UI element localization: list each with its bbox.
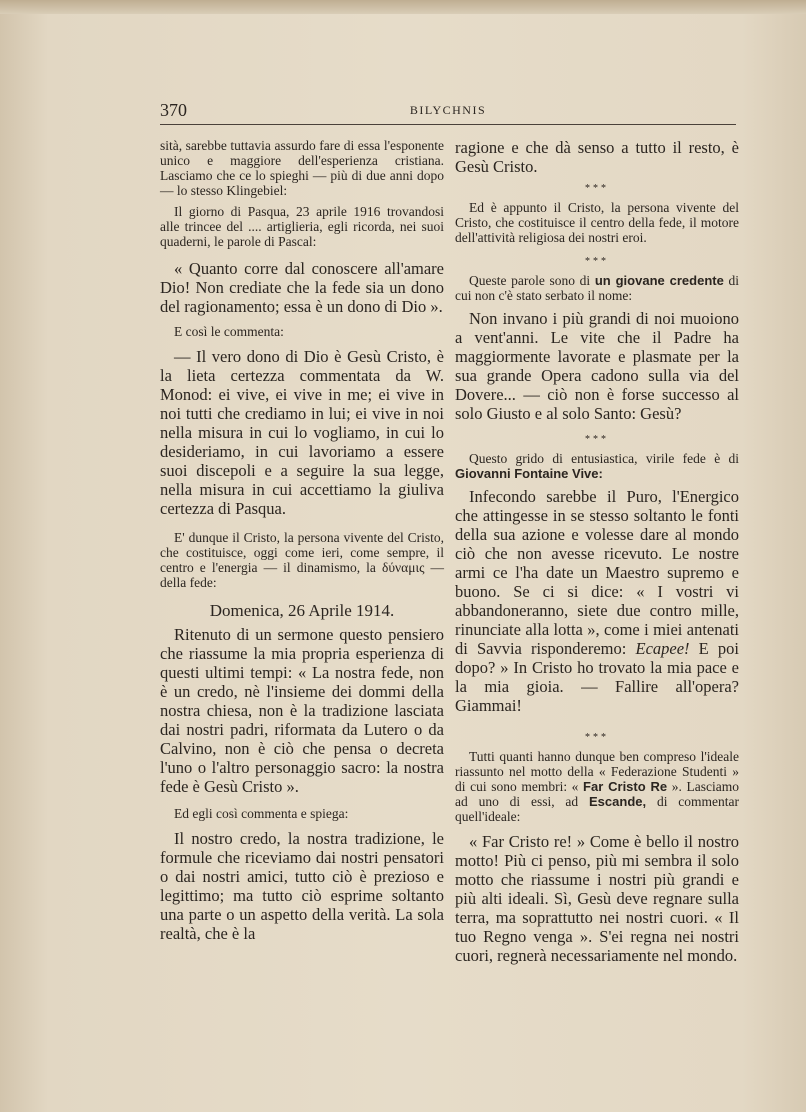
paragraph: Ed egli così commenta e spiega: — [174, 806, 349, 821]
header-rule — [160, 124, 736, 125]
author-name: Giovanni Fontaine Vive: — [455, 466, 603, 481]
motto: Far Cristo Re — [583, 779, 668, 794]
italic-word: Ecapee! — [635, 639, 690, 658]
paragraph: Tutti quanti hanno dunque ben compreso l'ideale riassunto nel motto della « Federazione Studenti » di cui sono membri: « Far Cristo Re ». Lasciamo ad uno di essi, ad Escande, di commentar quell'ideale: — [455, 749, 739, 824]
section-stars: *** — [585, 183, 609, 194]
paragraph: E così le commenta: — [174, 324, 284, 339]
author-name: un giovane credente — [594, 273, 724, 288]
page-number: 370 — [160, 100, 187, 120]
section-stars: *** — [585, 434, 609, 445]
quote-paragraph: « Far Cristo re! » Come è bello il nostro motto! Più ci penso, più mi sembra il solo motto che riassume i nostri più grandi e più alti ideali. Sì, Gesù deve regnare sulla terra, ma soprattutto nei nostri cuori. « Il tuo Regno venga ». S'ei regna nei nostri cuori, regnerà necessariamente nel mondo. — [455, 832, 739, 965]
quote-paragraph: Non invano i più grandi di noi muoiono a vent'anni. Le vite che il Padre ha maggiormente lavorate e plasmate per la sua grande Opera cadono sulla via del Dovere... — ciò non è forse successo al solo Giusto e al solo Santo: Gesù? — [455, 309, 739, 423]
running-head: BILYCHNIS — [409, 103, 487, 117]
left-column — [160, 138, 444, 943]
section-stars: *** — [585, 732, 609, 743]
paragraph: Il giorno di Pasqua, 23 aprile 1916 trovandosi alle trincee del .... artiglieria, egli ricorda, nei suoi quaderni, le parole di Pascal: — [160, 204, 444, 249]
diary-date: Domenica, 26 Aprile 1914. — [209, 601, 395, 620]
quote-paragraph: Ritenuto di un sermone questo pensiero che riassume la mia propria esperienza di questi ultimi tempi: « La nostra fede, non è un credo, nè l'insieme dei dommi della nostra chiesa, non è la tradizione lasciata dai nostri padri, riformata da Lutero o da Calvino, non è ciò che pensa o decreta l'uno o l'altro personaggio sacro: la nostra fede è Gesù Cristo ». — [160, 625, 444, 796]
paragraph: E' dunque il Cristo, la persona vivente del Cristo, che costituisce, oggi come ieri, come sempre, il centro e l'energia — il dinamismo, la δύναμις — della fede: — [160, 530, 444, 590]
quote-paragraph: ragione e che dà senso a tutto il resto, è Gesù Cristo. — [455, 138, 739, 176]
section-stars: *** — [585, 256, 609, 267]
paragraph: Queste parole sono di un giovane credente di cui non c'è stato serbato il nome: — [455, 273, 739, 303]
page-header — [160, 100, 736, 124]
quote-paragraph: Il nostro credo, la nostra tradizione, le formule che riceviamo dai nostri pensatori o dai nostri amici, tutto ciò è prezioso e legittimo; ma tutto ciò esprime soltanto una parte o un aspetto della verità. La sola realtà, che è la — [160, 829, 444, 943]
paragraph: Questo grido di entusiastica, virile fede è di Giovanni Fontaine Vive: — [455, 451, 739, 481]
quote-paragraph: Infecondo sarebbe il Puro, l'Energico che attingesse in se stesso soltanto le fonti della sua azione e volesse dare al mondo ciò che non avesse ricevuto. Le nostre armi ce l'ha date un Maestro supremo e buono. Se ci si dice: « I vostri vi abbandoneranno, siete due contro mille, rinunciate alla lotta », come i miei antenati di Savvia risponderemo: Ecapee! E poi dopo? » In Cristo ho trovato la mia pace e la mia gioia. — Fallire all'opera? Giammai! — [455, 487, 739, 715]
paragraph: sità, sarebbe tuttavia assurdo fare di essa l'esponente unico e maggiore dell'esperienza cristiana. Lasciamo che ce lo spieghi — più di due anni dopo — lo stesso Klingebiel: — [160, 138, 444, 198]
quote-paragraph: — Il vero dono di Dio è Gesù Cristo, è la lieta certezza commentata da W. Monod: ei vive, ei vive in me; ei vive in noi tutti che crediamo in lui; ei vive in noi nella misura in cui lo vogliamo, in cui lo desideriamo, in cui lavoriamo a essere suoi discepoli e a seguire la sua legge, nella misura in cui accettiamo la giuliva certezza di Pasqua. — [160, 347, 444, 518]
quote-paragraph: « Quanto corre dal conoscere all'amare Dio! Non crediate che la fede sia un dono del ragionamento; essa è un dono di Dio ». — [160, 259, 444, 316]
right-column — [455, 138, 739, 965]
page-top-edge — [0, 0, 806, 14]
author-name: Escande, — [589, 794, 647, 809]
paragraph: Ed è appunto il Cristo, la persona vivente del Cristo, che costituisce il centro della fede, il motore dell'attività religiosa dei nostri eroi. — [455, 200, 739, 245]
